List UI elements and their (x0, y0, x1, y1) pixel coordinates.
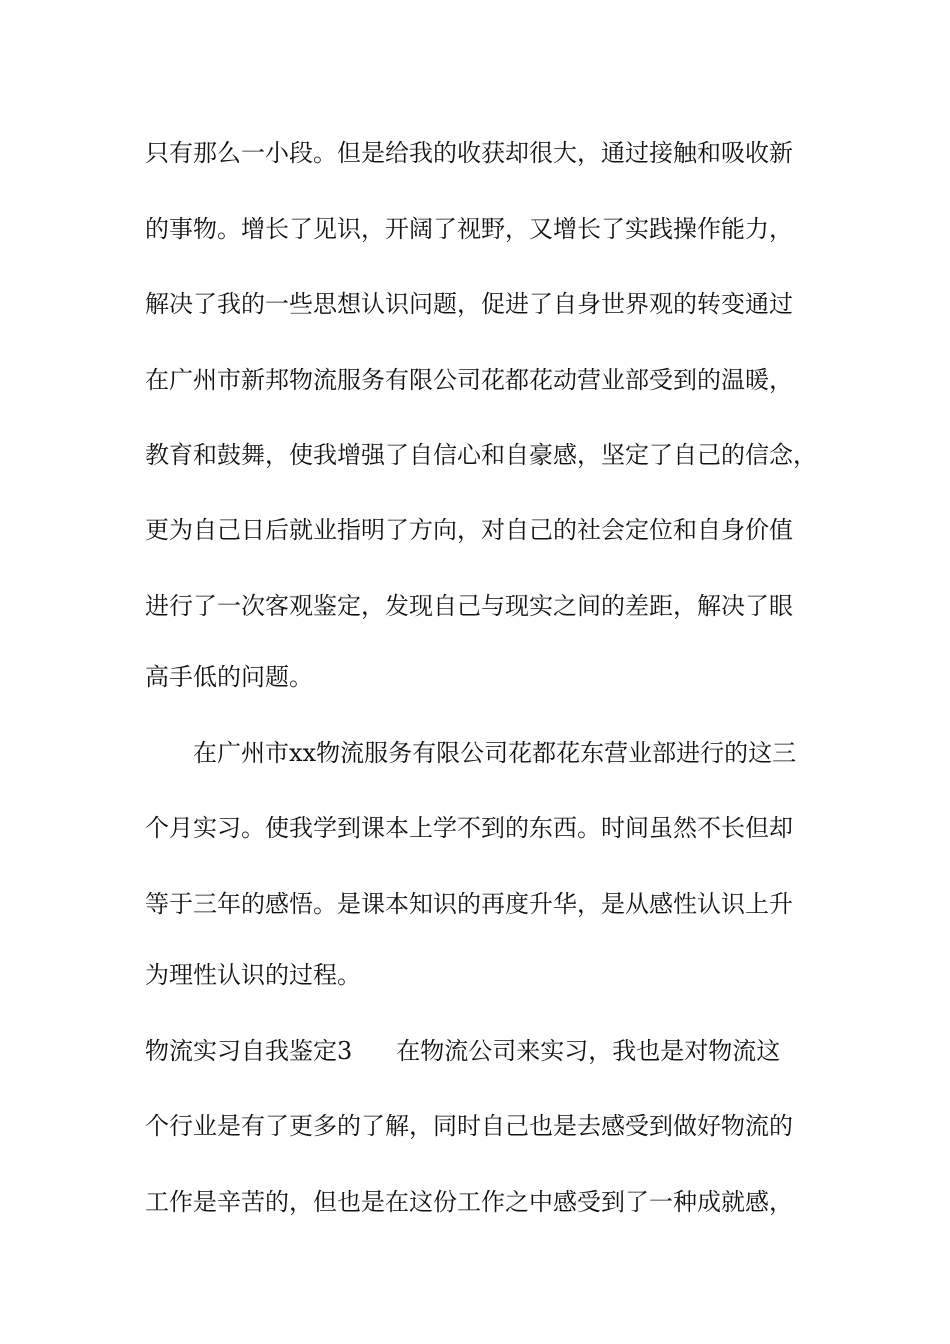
section-heading: 物流实习自我鉴定3 (145, 1037, 353, 1065)
text-line: 进行了一次客观鉴定，发现自己与现实之间的差距，解决了眼 (145, 592, 793, 620)
text-line: 工作是辛苦的，但也是在这份工作之中感受到了一种成就感， (145, 1188, 793, 1216)
text-line: 个行业是有了更多的了解，同时自己也是去感受到做好物流的 (145, 1112, 793, 1140)
section-heading-line (145, 1036, 845, 1066)
paragraph-first-line: 在广州市xx物流服务有限公司花都花东营业部进行的这三 (193, 739, 797, 767)
text-line: 解决了我的一些思想认识问题，促进了自身世界观的转变通过 (145, 290, 793, 318)
text-line: 在广州市新邦物流服务有限公司花都花动营业部受到的温暖， (145, 366, 793, 394)
text-line: 等于三年的感悟。是课本知识的再度升华，是从感性认识上升 (145, 890, 793, 918)
text-line: 个月实习。使我学到课本上学不到的东西。时间虽然不长但却 (145, 814, 793, 842)
text-line: 只有那么一小段。但是给我的收获却很大，通过接触和吸收新 (145, 139, 793, 167)
text-line: 的事物。增长了见识，开阔了视野，又增长了实践操作能力， (145, 215, 793, 243)
text-line: 为理性认识的过程。 (145, 961, 361, 989)
text-line: 高手低的问题。 (145, 663, 313, 691)
text-line: 教育和鼓舞，使我增强了自信心和自豪感，坚定了自己的信念， (145, 441, 817, 469)
text-line: 更为自己日后就业指明了方向，对自己的社会定位和自身价值 (145, 516, 793, 544)
section-first-text: 在物流公司来实习，我也是对物流这 (396, 1037, 781, 1065)
